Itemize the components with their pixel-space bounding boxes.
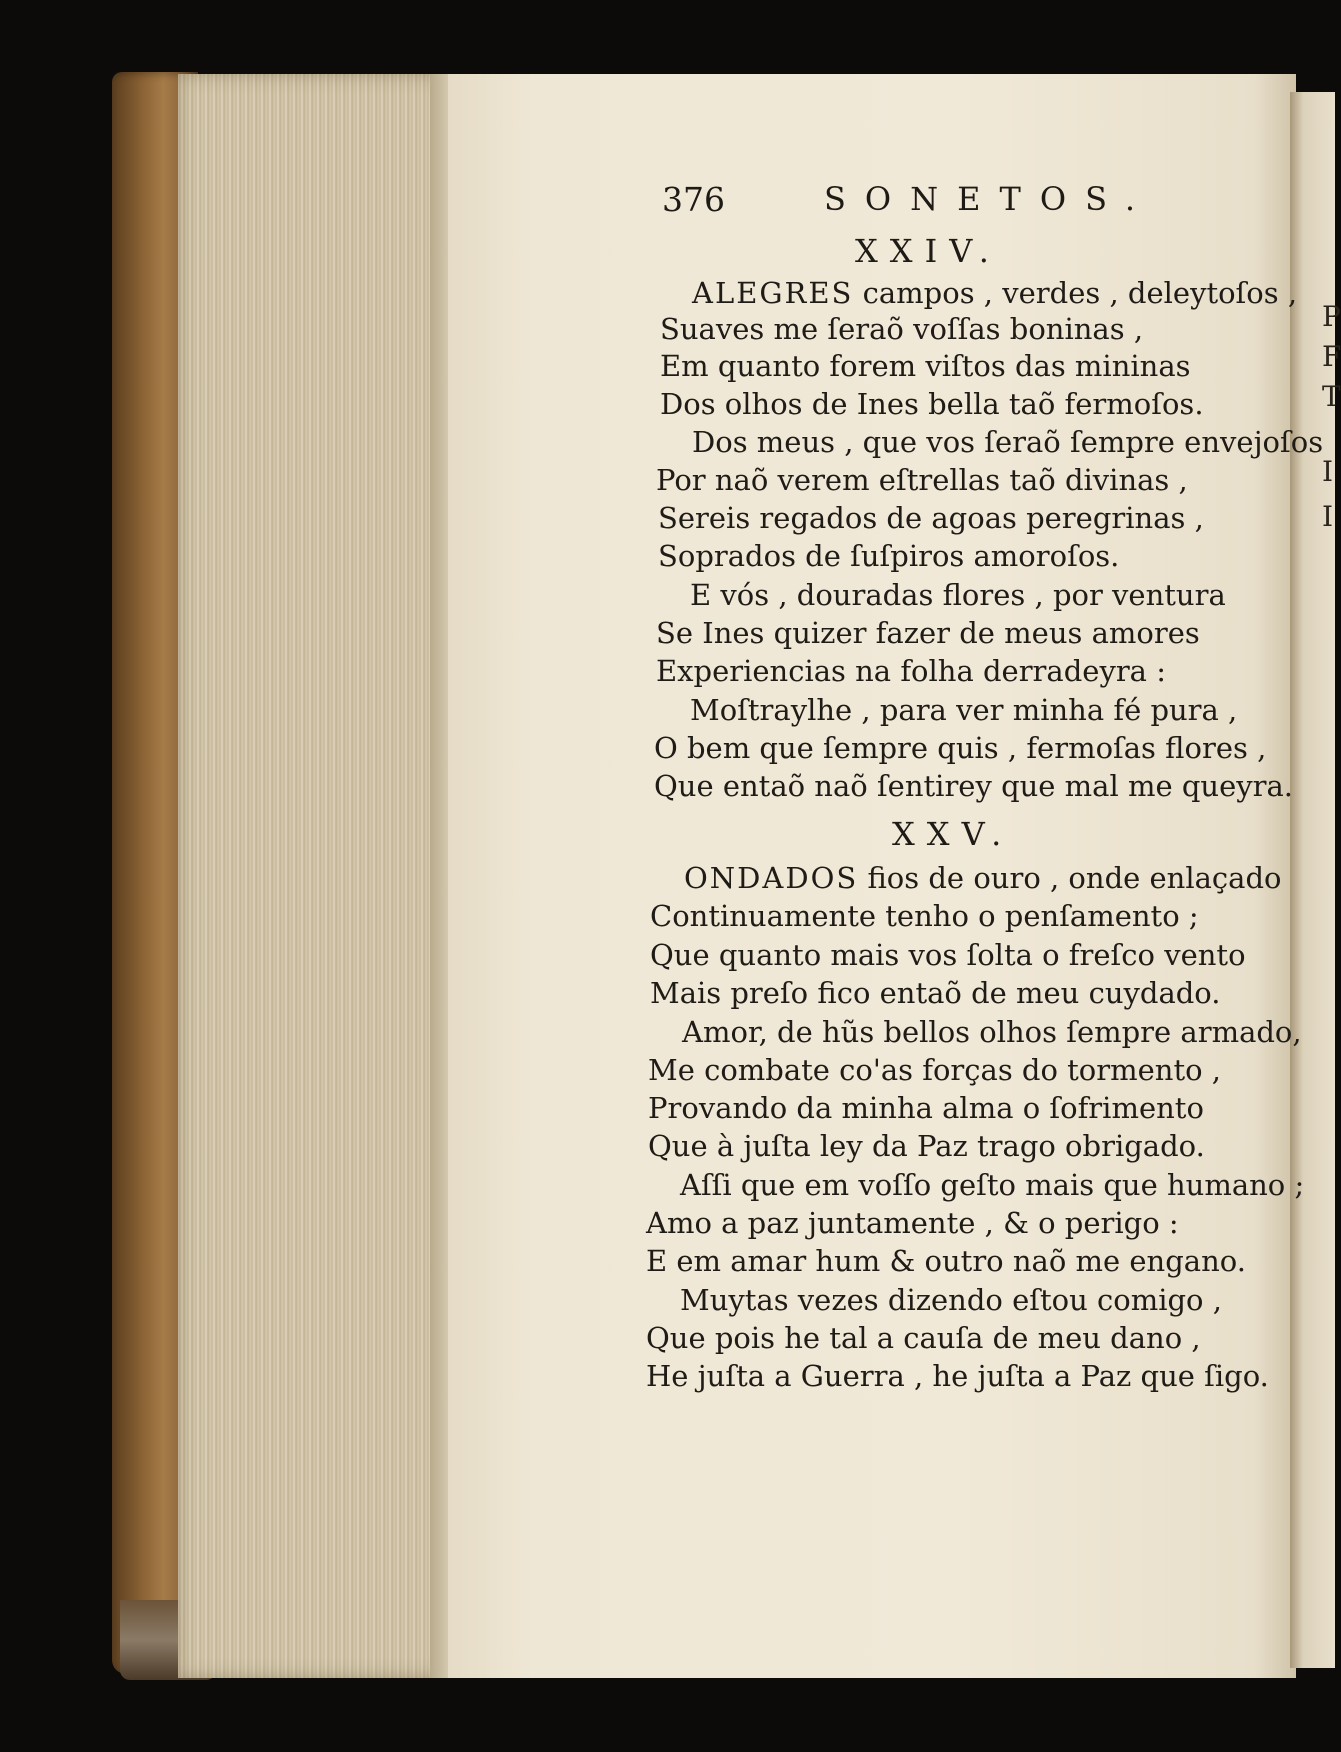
poem-line: Que pois he tal a cauſa de meu dano ,: [646, 1321, 1201, 1355]
sonnet-numeral: XXIV.: [855, 232, 1001, 270]
facing-page-letter: T: [1322, 380, 1341, 413]
page-header: [662, 180, 1155, 226]
poem-line-text: fios de ouro , onde enlaçado: [858, 861, 1282, 895]
poem-line: Que quanto mais vos ſolta o freſco vento: [650, 938, 1246, 972]
poem-line: O bem que ſempre quis , fermoſas flores ,: [654, 731, 1267, 765]
facing-page-letter: I: [1322, 455, 1334, 488]
poem-line: Dos olhos de Ines bella taõ fermoſos.: [660, 387, 1204, 421]
poem-line: Provando da minha alma o ſofrimento: [648, 1091, 1204, 1125]
page-edges: [178, 74, 450, 1678]
facing-page-letter: I: [1322, 500, 1334, 533]
poem-line: Aſſi que em voſſo geſto mais que humano ;: [680, 1168, 1305, 1202]
poem-line: [684, 860, 1281, 896]
poem-line: Sereis regados de agoas peregrinas ,: [658, 501, 1204, 535]
sonnet-first-word: ONDADOS: [684, 861, 859, 895]
poem-line: Moſtraylhe , para ver minha fé pura ,: [690, 693, 1238, 727]
facing-page-letter: F: [1322, 340, 1341, 373]
poem-line: Se Ines quizer fazer de meus amores: [656, 616, 1200, 650]
poem-line: He juſta a Guerra , he juſta a Paz que ſigo.: [646, 1359, 1269, 1393]
running-title: SONETOS.: [824, 180, 1155, 218]
poem-line-text: campos , verdes , deleytoſos ,: [853, 276, 1298, 310]
poem-line: Que entaõ naõ ſentirey que mal me queyra.: [654, 769, 1294, 803]
poem-line: Experiencias na folha derradeyra :: [656, 654, 1166, 688]
facing-page-letter: P: [1322, 300, 1341, 333]
sonnet-numeral: XXV.: [892, 815, 1014, 853]
poem-line: Suaves me ſeraõ voſſas boninas ,: [660, 312, 1144, 346]
poem-line: Amor, de hũs bellos olhos ſempre armado,: [682, 1015, 1302, 1049]
poem-line: Me combate co'as forças do tormento ,: [648, 1053, 1222, 1087]
poem-line: E em amar hum & outro naõ me engano.: [646, 1244, 1246, 1278]
page-number: 376: [662, 180, 725, 219]
poem-line: [692, 275, 1297, 311]
poem-line: Soprados de ſuſpiros amoroſos.: [658, 539, 1120, 573]
poem-line: Muytas vezes dizendo eſtou comigo ,: [680, 1283, 1222, 1317]
poem-line: E vós , douradas flores , por ventura: [690, 578, 1226, 612]
poem-line: Mais preſo fico entaõ de meu cuydado.: [650, 976, 1221, 1010]
poem-line: Por naõ verem eſtrellas taõ divinas ,: [656, 463, 1188, 497]
poem-line: Continuamente tenho o penſamento ;: [650, 899, 1199, 933]
poem-line: Em quanto forem viſtos das mininas: [660, 349, 1191, 383]
poem-line: Dos meus , que vos ſeraõ ſempre envejoſos: [692, 425, 1324, 459]
sonnet-first-word: ALEGRES: [692, 276, 854, 310]
poem-line: Amo a paz juntamente , & o perigo :: [646, 1206, 1179, 1240]
poem-line: Que à juſta ley da Paz trago obrigado.: [648, 1129, 1205, 1163]
